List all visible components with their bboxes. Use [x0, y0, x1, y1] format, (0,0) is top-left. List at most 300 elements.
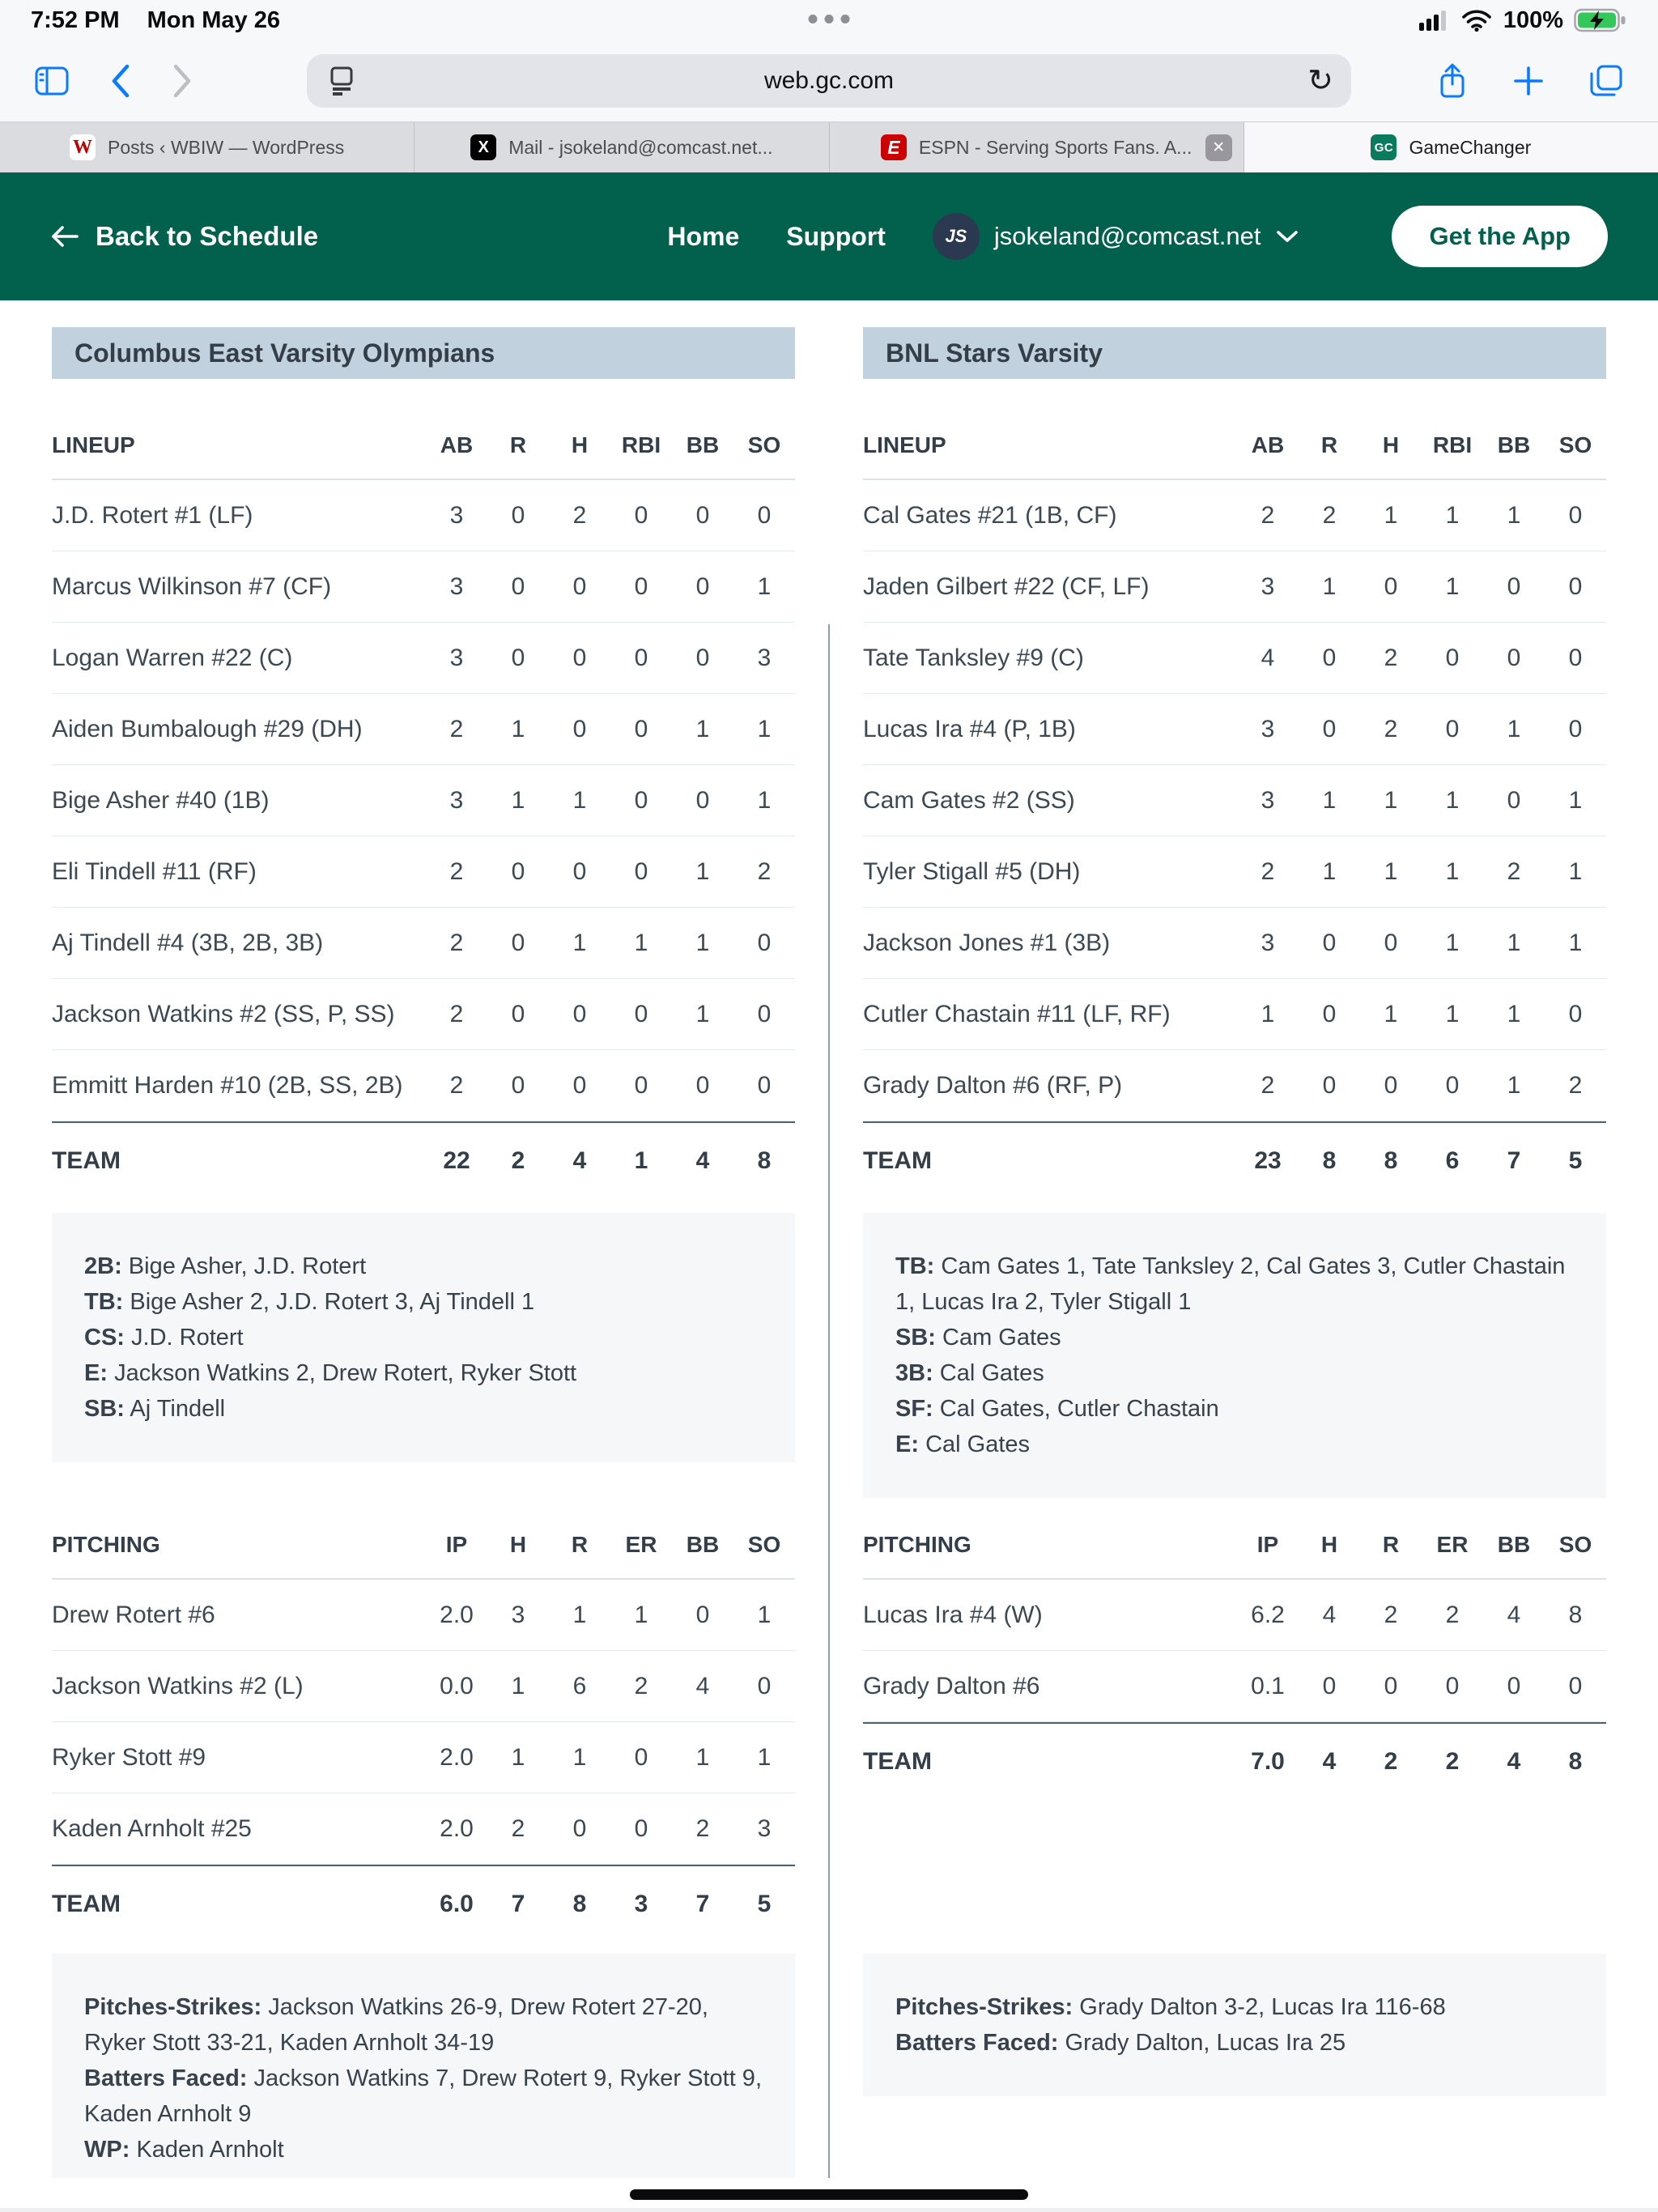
stat-cell: 1	[511, 1743, 525, 1771]
column-header: SO	[1558, 432, 1592, 457]
player-row	[52, 1722, 795, 1793]
team-stat-cell: 5	[1568, 1146, 1583, 1174]
stat-cell: 0	[1445, 1672, 1460, 1699]
note-label: SF:	[895, 1396, 933, 1422]
team-stat-cell: 5	[757, 1890, 772, 1917]
team-total-row	[52, 1121, 795, 1198]
player-name: Jackson Watkins #2 (SS, P, SS)	[52, 1000, 395, 1027]
site-nav	[0, 172, 1658, 300]
column-header: BB	[1497, 1531, 1531, 1557]
player-row	[52, 1651, 795, 1722]
team-stat-cell: 6	[1445, 1146, 1460, 1174]
stat-cell: 3	[1261, 786, 1275, 814]
stat-cell: 0	[695, 1601, 710, 1628]
stat-cell: 0	[1568, 1672, 1583, 1699]
team-total-label: TEAM	[863, 1747, 932, 1775]
team-header-away	[52, 327, 795, 379]
column-header: IP	[1256, 1531, 1279, 1557]
column-header: SO	[747, 432, 781, 457]
note-text: Cal Gates, Cutler Chastain	[939, 1396, 1219, 1422]
team-stat-cell: 8	[1568, 1747, 1583, 1775]
table-header-label: LINEUP	[52, 432, 135, 457]
stat-cell: 0	[572, 715, 587, 742]
multitasking-indicator[interactable]	[809, 15, 850, 23]
sidebar-toggle-button[interactable]	[34, 65, 70, 97]
column-header: ER	[1436, 1531, 1469, 1557]
note-label: Pitches-Strikes:	[84, 1994, 262, 2020]
stat-cell: 1	[1507, 1071, 1521, 1099]
note-line	[895, 1320, 1574, 1355]
column-header: BB	[686, 432, 720, 457]
status-bar	[0, 0, 1658, 40]
stat-cell: 2	[1261, 857, 1275, 885]
note-text: Cam Gates 1, Tate Tanksley 2, Cal Gates 3, Cutler Chastain 1, Lucas Ira 2, Tyler Stigall 1	[895, 1253, 1566, 1315]
stat-cell: 0	[634, 501, 648, 529]
player-name: Tyler Stigall #5 (DH)	[863, 857, 1081, 885]
note-label: WP:	[84, 2137, 130, 2163]
player-row	[52, 480, 795, 551]
column-header: R	[571, 1531, 589, 1557]
stat-cell: 1	[757, 715, 772, 742]
player-row	[863, 1651, 1606, 1722]
team-stat-cell: 7	[695, 1890, 710, 1917]
account-email: jsokeland@comcast.net	[993, 222, 1261, 250]
stat-cell: 2	[1261, 1071, 1275, 1099]
column-header: R	[1320, 432, 1338, 457]
stat-cell: 0	[757, 1672, 772, 1699]
stat-cell: 1	[1445, 572, 1460, 600]
tabs-overview-button[interactable]	[1588, 64, 1624, 98]
stat-cell: 0	[1507, 1672, 1521, 1699]
stat-cell: 1	[695, 1743, 710, 1771]
player-row	[52, 979, 795, 1050]
stat-cell: 1	[1568, 929, 1583, 956]
stat-cell: 1	[757, 572, 772, 600]
player-name: Tate Tanksley #9 (C)	[863, 644, 1084, 671]
stat-cell: 2	[1384, 1601, 1398, 1628]
player-name: Aj Tindell #4 (3B, 2B, 3B)	[52, 929, 324, 956]
team-stat-cell: 2	[1384, 1747, 1398, 1775]
stat-cell: 3	[449, 501, 464, 529]
column-header: RBI	[1432, 432, 1473, 457]
stat-cell: 1	[511, 1672, 525, 1699]
column-header: SO	[1558, 1531, 1592, 1557]
note-text: Grady Dalton, Lucas Ira 25	[1065, 2030, 1346, 2056]
player-name: Emmitt Harden #10 (2B, SS, 2B)	[52, 1071, 403, 1099]
stat-cell: 0	[572, 1000, 587, 1027]
player-name: Cutler Chastain #11 (LF, RF)	[863, 1000, 1171, 1027]
get-the-app-button[interactable]: Get the App	[1392, 206, 1608, 267]
stat-cell: 8	[1568, 1601, 1583, 1628]
note-line	[84, 1355, 763, 1391]
team-total-row	[863, 1722, 1606, 1799]
team-total-label: TEAM	[52, 1890, 121, 1917]
safari-toolbar	[0, 40, 1658, 121]
stat-cell: 1	[757, 1743, 772, 1771]
back-to-schedule-link[interactable]	[50, 221, 318, 252]
note-text: Jackson Watkins 7, Drew Rotert 9, Ryker Stott 9, Kaden Arnholt 9	[84, 2065, 762, 2127]
url-text: web.gc.com	[763, 67, 895, 94]
note-label: TB:	[84, 1289, 124, 1315]
player-row	[52, 1793, 795, 1865]
team-stat-cell: 7	[511, 1890, 525, 1917]
stat-cell: 0	[634, 1071, 648, 1099]
team-stat-cell: 8	[572, 1890, 587, 1917]
home-indicator-area	[0, 2178, 1658, 2212]
column-header: BB	[686, 1531, 720, 1557]
player-name: Eli Tindell #11 (RF)	[52, 857, 257, 885]
stat-cell: 3	[1261, 572, 1275, 600]
mail-favicon: X	[470, 134, 496, 160]
stat-cell: 3	[449, 786, 464, 814]
note-label: E:	[84, 1360, 108, 1386]
column-header: SO	[747, 1531, 781, 1557]
stat-cell: 1	[1322, 572, 1337, 600]
stat-cell: 0	[1384, 572, 1398, 600]
date: Mon May 26	[147, 6, 280, 33]
player-name: Bige Asher #40 (1B)	[52, 786, 270, 814]
stat-cell: 1	[1384, 857, 1398, 885]
share-button[interactable]	[1436, 62, 1469, 100]
stat-cell: 0	[1507, 786, 1521, 814]
stat-cell: 0	[1322, 1071, 1337, 1099]
cellular-signal-icon	[1419, 8, 1450, 32]
team-stat-cell: 4	[572, 1146, 587, 1174]
pitching-table-away	[52, 1511, 795, 1942]
note-text: Jackson Watkins 26-9, Drew Rotert 27-20, Ryker Stott 33-21, Kaden Arnholt 34-19	[84, 1994, 708, 2056]
player-row	[863, 1050, 1606, 1121]
stat-cell: 0	[1507, 572, 1521, 600]
back-button[interactable]	[110, 63, 131, 99]
stat-cell: 2	[1384, 644, 1398, 671]
note-label: CS:	[84, 1325, 125, 1351]
player-row	[52, 694, 795, 765]
stat-cell: 0	[511, 644, 525, 671]
stat-cell: 1	[1507, 1000, 1521, 1027]
tab-label: Mail - jsokeland@comcast.net...	[508, 136, 773, 158]
stat-cell: 1	[511, 715, 525, 742]
note-line	[84, 1284, 763, 1320]
stat-cell: 1	[1568, 857, 1583, 885]
team-stat-cell: 3	[634, 1890, 648, 1917]
batting-notes-away	[52, 1213, 795, 1462]
player-row	[863, 694, 1606, 765]
note-label: 2B:	[84, 1253, 122, 1279]
address-bar[interactable]	[307, 54, 1351, 108]
lineup-table-away	[52, 411, 795, 1198]
column-header: R	[1382, 1531, 1400, 1557]
note-line	[895, 1391, 1574, 1427]
home-indicator[interactable]	[630, 2189, 1028, 2200]
wordpress-favicon: W	[70, 134, 96, 160]
stat-cell: 2	[572, 501, 587, 529]
stat-cell: 2	[1445, 1601, 1460, 1628]
stat-cell: 0	[634, 1743, 648, 1771]
stat-cell: 0	[695, 1071, 710, 1099]
tab-mail[interactable]	[414, 122, 829, 172]
stat-cell: 0	[511, 857, 525, 885]
column-header: AB	[440, 432, 474, 457]
stat-cell: 1	[1322, 786, 1337, 814]
team-stat-cell: 2	[1445, 1747, 1460, 1775]
stat-cell: 1	[572, 786, 587, 814]
stat-cell: 2	[449, 857, 464, 885]
stat-cell: 2	[449, 929, 464, 956]
chevron-down-icon	[1275, 229, 1299, 244]
note-label: Batters Faced:	[84, 2065, 248, 2091]
stat-cell: 1	[757, 786, 772, 814]
stat-cell: 1	[757, 1601, 772, 1628]
table-header-row	[52, 411, 795, 480]
column-header: ER	[625, 1531, 657, 1557]
stat-cell: 1	[1507, 501, 1521, 529]
stat-cell: 0.0	[440, 1672, 474, 1699]
stat-cell: 0	[1568, 1000, 1583, 1027]
stat-cell: 0	[757, 501, 772, 529]
player-row	[863, 623, 1606, 694]
stat-cell: 1	[1384, 1000, 1398, 1027]
player-name: Logan Warren #22 (C)	[52, 644, 293, 671]
stat-cell: 0	[572, 644, 587, 671]
stat-cell: 2.0	[440, 1814, 474, 1842]
player-row	[863, 480, 1606, 551]
stat-cell: 0	[634, 1000, 648, 1027]
player-row	[863, 836, 1606, 908]
note-label: TB:	[895, 1253, 935, 1279]
stat-cell: 6	[572, 1672, 587, 1699]
tab-bar	[0, 121, 1658, 172]
stat-cell: 0	[572, 572, 587, 600]
stat-cell: 0	[572, 857, 587, 885]
stat-cell: 2.0	[440, 1743, 474, 1771]
tab-wordpress[interactable]	[0, 122, 414, 172]
stat-cell: 0	[634, 715, 648, 742]
player-name: Marcus Wilkinson #7 (CF)	[52, 572, 332, 600]
stat-cell: 1	[695, 715, 710, 742]
stat-cell: 0	[757, 1000, 772, 1027]
stat-cell: 1	[511, 786, 525, 814]
stat-cell: 0	[1384, 1672, 1398, 1699]
close-tab-icon[interactable]: ✕	[1205, 134, 1232, 161]
battery-percent: 100%	[1503, 6, 1563, 33]
player-row	[52, 836, 795, 908]
note-line	[84, 2132, 763, 2167]
stat-cell: 0	[1322, 1672, 1337, 1699]
team-stat-cell: 7	[1507, 1146, 1521, 1174]
note-text: Grady Dalton 3-2, Lucas Ira 116-68	[1079, 1994, 1446, 2020]
note-text: Bige Asher, J.D. Rotert	[128, 1253, 367, 1279]
gamechanger-favicon: GC	[1371, 134, 1397, 160]
note-line	[84, 1320, 763, 1355]
battery-charging-icon	[1574, 7, 1627, 33]
tab-label: GameChanger	[1409, 136, 1532, 158]
note-line	[895, 1249, 1574, 1320]
stat-cell: 0	[634, 644, 648, 671]
note-text: Kaden Arnholt	[136, 2137, 284, 2163]
box-score	[0, 300, 1658, 2203]
note-label: E:	[895, 1431, 919, 1457]
column-header: R	[509, 432, 527, 457]
tab-label: Posts ‹ WBIW — WordPress	[108, 136, 345, 158]
stat-cell: 1	[572, 1601, 587, 1628]
page-settings-icon[interactable]	[328, 66, 355, 96]
stat-cell: 3	[1261, 715, 1275, 742]
team-name: BNL Stars Varsity	[886, 338, 1103, 368]
stat-cell: 1	[572, 929, 587, 956]
player-row	[52, 1580, 795, 1651]
note-text: Cal Gates	[939, 1360, 1044, 1386]
stat-cell: 1	[1261, 1000, 1275, 1027]
note-text: Cal Gates	[925, 1431, 1031, 1457]
note-label: 3B:	[895, 1360, 933, 1386]
stat-cell: 2	[634, 1672, 648, 1699]
stat-cell: 0	[1568, 572, 1583, 600]
team-total-label: TEAM	[863, 1146, 932, 1174]
stat-cell: 0	[634, 786, 648, 814]
stat-cell: 3	[1261, 929, 1275, 956]
player-name: Jackson Watkins #2 (L)	[52, 1672, 304, 1699]
table-header-label: PITCHING	[52, 1531, 160, 1557]
account-menu[interactable]	[933, 213, 1300, 260]
note-label: Batters Faced:	[895, 2030, 1059, 2056]
stat-cell: 1	[1445, 1000, 1460, 1027]
stat-cell: 2	[449, 715, 464, 742]
stat-cell: 0	[695, 786, 710, 814]
player-row	[863, 551, 1606, 623]
stat-cell: 2	[1568, 1071, 1583, 1099]
pitching-table-home	[863, 1511, 1606, 1799]
stat-cell: 1	[1384, 786, 1398, 814]
stat-cell: 6.2	[1251, 1601, 1285, 1628]
stat-cell: 3	[511, 1601, 525, 1628]
stat-cell: 2	[695, 1814, 710, 1842]
team-stat-cell: 1	[634, 1146, 648, 1174]
team-name: Columbus East Varsity Olympians	[74, 338, 495, 368]
note-label: Pitches-Strikes:	[895, 1994, 1073, 2020]
stat-cell: 2	[1507, 857, 1521, 885]
stat-cell: 1	[695, 929, 710, 956]
stat-cell: 2	[1322, 501, 1337, 529]
stat-cell: 1	[572, 1743, 587, 1771]
stat-cell: 0	[1568, 644, 1583, 671]
team-total-row	[863, 1121, 1606, 1198]
stat-cell: 1	[1322, 857, 1337, 885]
stat-cell: 0	[1445, 644, 1460, 671]
player-row	[863, 908, 1606, 979]
stat-cell: 3	[449, 644, 464, 671]
stat-cell: 0	[1384, 929, 1398, 956]
team-stat-cell: 4	[1507, 1747, 1521, 1775]
stat-cell: 0	[511, 1071, 525, 1099]
new-tab-button[interactable]	[1512, 65, 1545, 97]
stat-cell: 1	[695, 857, 710, 885]
stat-cell: 1	[1445, 501, 1460, 529]
back-to-schedule-label: Back to Schedule	[96, 221, 319, 251]
player-name: Lucas Ira #4 (P, 1B)	[863, 715, 1076, 742]
forward-button[interactable]	[172, 63, 193, 99]
note-line	[895, 1427, 1574, 1462]
team-total-label: TEAM	[52, 1146, 121, 1174]
stat-cell: 0	[1445, 1071, 1460, 1099]
tab-gamechanger[interactable]	[1244, 122, 1658, 172]
column-divider	[828, 624, 830, 2212]
stat-cell: 0	[1384, 1071, 1398, 1099]
pitching-notes-home	[863, 1954, 1606, 2096]
nav-home-link[interactable]: Home	[667, 221, 740, 251]
column-header: H	[571, 432, 589, 457]
note-line	[84, 2061, 763, 2132]
stat-cell: 4	[1322, 1601, 1337, 1628]
stat-cell: 0	[1322, 715, 1337, 742]
stat-cell: 0	[511, 929, 525, 956]
stat-cell: 0	[634, 572, 648, 600]
note-label: SB:	[895, 1325, 936, 1351]
table-header-row	[863, 1511, 1606, 1580]
stat-cell: 2	[1261, 501, 1275, 529]
stat-cell: 0	[1322, 644, 1337, 671]
avatar: JS	[933, 213, 980, 260]
player-row	[52, 551, 795, 623]
table-header-label: LINEUP	[863, 432, 946, 457]
player-row	[52, 1050, 795, 1121]
note-line	[895, 2025, 1574, 2061]
team-stat-cell: 2	[511, 1146, 525, 1174]
stat-cell: 0	[511, 1000, 525, 1027]
batting-notes-home	[863, 1213, 1606, 1498]
nav-support-link[interactable]: Support	[786, 221, 886, 251]
tab-espn[interactable]	[830, 122, 1244, 172]
stat-cell: 1	[695, 1000, 710, 1027]
player-name: Grady Dalton #6	[863, 1672, 1040, 1699]
stat-cell: 0	[757, 1071, 772, 1099]
table-header-label: PITCHING	[863, 1531, 971, 1557]
note-line	[84, 1989, 763, 2061]
stat-cell: 1	[1568, 786, 1583, 814]
player-row	[52, 623, 795, 694]
player-row	[52, 765, 795, 836]
stat-cell: 0	[1507, 644, 1521, 671]
note-line	[84, 1391, 763, 1427]
espn-favicon: E	[881, 134, 907, 160]
stat-cell: 4	[1507, 1601, 1521, 1628]
column-header: H	[1320, 1531, 1338, 1557]
stat-cell: 1	[634, 1601, 648, 1628]
stat-cell: 4	[1261, 644, 1275, 671]
team-stat-cell: 8	[757, 1146, 772, 1174]
stat-cell: 0	[1322, 929, 1337, 956]
column-header: H	[1382, 432, 1400, 457]
stat-cell: 2	[449, 1071, 464, 1099]
stat-cell: 0	[511, 501, 525, 529]
player-name: Aiden Bumbalough #29 (DH)	[52, 715, 363, 742]
stat-cell: 2	[1384, 715, 1398, 742]
note-label: SB:	[84, 1396, 125, 1422]
back-arrow-icon	[50, 224, 79, 249]
note-line	[895, 1989, 1574, 2025]
tab-label: ESPN - Serving Sports Fans. A...	[918, 136, 1192, 158]
table-header-row	[52, 1511, 795, 1580]
team-stat-cell: 7.0	[1251, 1747, 1285, 1775]
team-stat-cell: 4	[695, 1146, 710, 1174]
stat-cell: 1	[1445, 857, 1460, 885]
team-header-home	[863, 327, 1606, 379]
team-stat-cell: 8	[1322, 1146, 1337, 1174]
stat-cell: 0	[1568, 501, 1583, 529]
stat-cell: 2	[757, 857, 772, 885]
reload-button[interactable]: ↻	[1307, 62, 1333, 98]
stat-cell: 1	[1445, 929, 1460, 956]
stat-cell: 0	[572, 1071, 587, 1099]
